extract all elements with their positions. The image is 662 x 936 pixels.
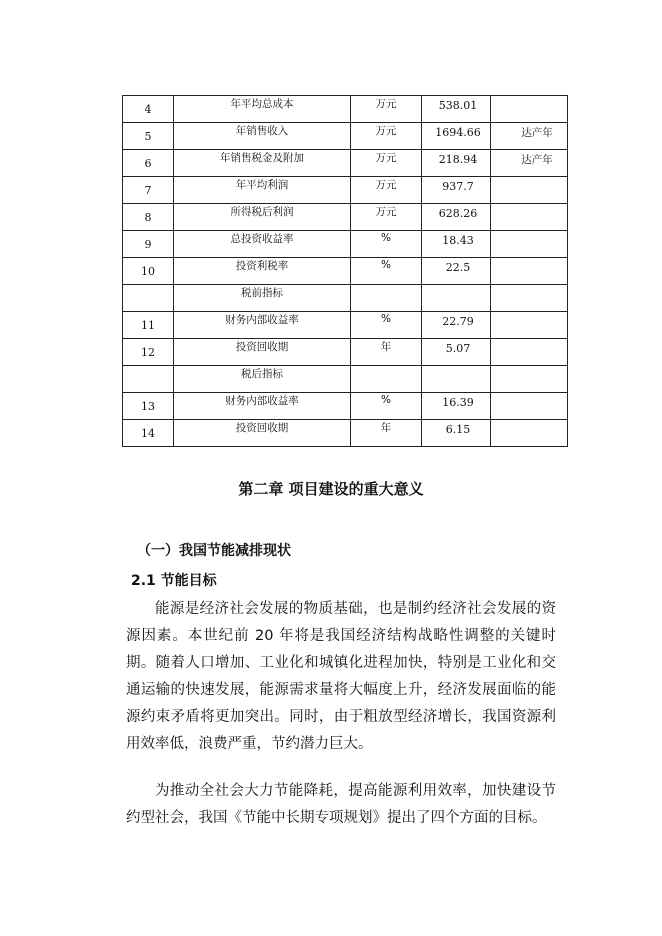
table-row bbox=[123, 312, 568, 339]
row-number-cell bbox=[123, 150, 174, 177]
indicator-unit-cell bbox=[351, 177, 422, 204]
indicator-note-cell bbox=[491, 258, 568, 285]
indicator-name-cell bbox=[174, 258, 351, 285]
indicator-unit: % bbox=[381, 259, 391, 271]
row-number: 10 bbox=[141, 264, 155, 278]
indicator-value-cell bbox=[422, 312, 491, 339]
indicator-unit: 年 bbox=[380, 421, 392, 434]
table-row bbox=[123, 150, 568, 177]
row-number: 13 bbox=[141, 399, 155, 413]
indicator-note-cell bbox=[491, 204, 568, 231]
row-number: 8 bbox=[144, 210, 152, 224]
row-number-cell bbox=[123, 231, 174, 258]
indicator-value: 1694.66 bbox=[435, 125, 481, 139]
indicator-value: 22.79 bbox=[442, 314, 474, 328]
indicator-note-cell bbox=[491, 231, 568, 258]
indicator-value-cell bbox=[422, 96, 491, 123]
indicator-unit-cell bbox=[351, 366, 422, 393]
indicator-value-cell bbox=[422, 366, 491, 393]
indicator-unit-cell bbox=[351, 312, 422, 339]
indicator-value-cell bbox=[422, 204, 491, 231]
indicator-name: 财务内部收益率 bbox=[225, 394, 299, 407]
indicator-name: 总投资收益率 bbox=[230, 232, 294, 245]
indicator-name: 年销售收入 bbox=[235, 124, 289, 137]
indicator-name-cell bbox=[174, 123, 351, 150]
indicator-note: 达产年 bbox=[521, 126, 553, 139]
indicator-name-cell bbox=[174, 204, 351, 231]
row-number-cell bbox=[123, 285, 174, 312]
indicator-value-cell bbox=[422, 150, 491, 177]
row-number-cell bbox=[123, 258, 174, 285]
table-row bbox=[123, 339, 568, 366]
table-row bbox=[123, 204, 568, 231]
row-number-cell bbox=[123, 96, 174, 123]
indicator-unit: 万元 bbox=[375, 124, 397, 137]
indicator-name: 投资回收期 bbox=[235, 340, 289, 353]
paragraph-energy-background: 能源是经济社会发展的物质基础，也是制约经济社会发展的资源因素。本世纪前 20 年将是我国经济结构战略性调整的关键时期。随着人口增加、工业化和城镇化进程加快，特别是工业化和交通运输的快速发展，能源需求量将大幅度上升，经济发展面临的能源约束矛盾将更加突出。同时，由于粗放型经济增长，我国资源利用效率低，浪费严重，节约潜力巨大。 bbox=[126, 601, 556, 752]
indicator-unit: 万元 bbox=[375, 97, 397, 110]
indicator-unit: 万元 bbox=[375, 178, 397, 191]
indicator-unit: % bbox=[381, 394, 391, 406]
indicator-name-cell bbox=[174, 393, 351, 420]
row-number: 6 bbox=[144, 156, 152, 170]
indicator-value: 538.01 bbox=[438, 98, 478, 112]
row-number: 4 bbox=[144, 102, 152, 116]
indicator-name: 税后指标 bbox=[241, 367, 283, 380]
indicator-name: 投资利税率 bbox=[235, 259, 289, 272]
row-number: 14 bbox=[141, 426, 155, 440]
chapter-title: 第二章 项目建设的重大意义 bbox=[238, 480, 424, 498]
indicator-name-cell bbox=[174, 150, 351, 177]
indicator-value-cell bbox=[422, 285, 491, 312]
indicator-name: 年销售税金及附加 bbox=[220, 151, 304, 164]
indicator-note: 达产年 bbox=[521, 153, 553, 166]
indicator-unit-cell bbox=[351, 123, 422, 150]
table-row bbox=[123, 420, 568, 447]
row-number-cell bbox=[123, 204, 174, 231]
indicator-note-cell bbox=[491, 420, 568, 447]
indicator-name-cell bbox=[174, 177, 351, 204]
indicator-note-cell bbox=[491, 366, 568, 393]
indicator-table-body bbox=[123, 96, 568, 447]
indicator-name-cell bbox=[174, 312, 351, 339]
row-number-cell bbox=[123, 339, 174, 366]
indicator-value: 628.26 bbox=[438, 206, 478, 220]
indicator-value-cell bbox=[422, 339, 491, 366]
indicator-unit-cell bbox=[351, 393, 422, 420]
indicator-name: 所得税后利润 bbox=[230, 205, 294, 218]
row-number-cell bbox=[123, 123, 174, 150]
indicator-name: 投资回收期 bbox=[235, 421, 289, 434]
indicator-unit-cell bbox=[351, 285, 422, 312]
indicator-unit: % bbox=[381, 232, 391, 244]
row-number-cell bbox=[123, 312, 174, 339]
indicator-value: 18.43 bbox=[442, 233, 474, 247]
row-number-cell bbox=[123, 366, 174, 393]
indicator-value-cell bbox=[422, 258, 491, 285]
indicator-name: 年平均利润 bbox=[235, 178, 289, 191]
indicator-note-cell bbox=[491, 285, 568, 312]
indicator-unit-cell bbox=[351, 150, 422, 177]
indicator-unit: 年 bbox=[380, 340, 392, 353]
indicator-note-cell bbox=[491, 312, 568, 339]
table-row bbox=[123, 366, 568, 393]
indicator-unit: % bbox=[381, 313, 391, 325]
indicator-value-cell bbox=[422, 231, 491, 258]
table-row bbox=[123, 393, 568, 420]
indicator-note-cell bbox=[491, 96, 568, 123]
subsection-title: 2.1 节能目标 bbox=[131, 573, 217, 589]
indicator-name: 税前指标 bbox=[241, 286, 283, 299]
table-row bbox=[123, 285, 568, 312]
row-number: 9 bbox=[144, 237, 152, 251]
table-row bbox=[123, 123, 568, 150]
indicator-name-cell bbox=[174, 285, 351, 312]
indicator-note-cell bbox=[491, 339, 568, 366]
indicator-note-cell bbox=[491, 123, 568, 150]
indicator-unit-cell bbox=[351, 204, 422, 231]
indicator-value-cell bbox=[422, 177, 491, 204]
row-number-cell bbox=[123, 420, 174, 447]
indicator-name: 年平均总成本 bbox=[230, 97, 294, 110]
indicator-value: 218.94 bbox=[438, 152, 478, 166]
indicator-value-cell bbox=[422, 393, 491, 420]
table-row bbox=[123, 258, 568, 285]
indicator-value: 937.7 bbox=[442, 179, 474, 193]
indicator-value: 16.39 bbox=[442, 395, 474, 409]
table-row bbox=[123, 177, 568, 204]
row-number-cell bbox=[123, 393, 174, 420]
indicator-name-cell bbox=[174, 231, 351, 258]
paragraph-energy-targets: 为推动全社会大力节能降耗，提高能源利用效率，加快建设节约型社会，我国《节能中长期专项规划》提出了四个方面的目标。 bbox=[126, 783, 556, 826]
indicator-unit: 万元 bbox=[375, 205, 397, 218]
indicator-unit-cell bbox=[351, 96, 422, 123]
indicator-value-cell bbox=[422, 123, 491, 150]
row-number-cell bbox=[123, 177, 174, 204]
table-row bbox=[123, 96, 568, 123]
indicator-unit: 万元 bbox=[375, 151, 397, 164]
indicator-table bbox=[122, 95, 568, 447]
indicator-name-cell bbox=[174, 366, 351, 393]
row-number: 12 bbox=[141, 345, 155, 359]
indicator-unit-cell bbox=[351, 339, 422, 366]
table-row bbox=[123, 231, 568, 258]
indicator-note-cell bbox=[491, 177, 568, 204]
section-title: （一）我国节能减排现状 bbox=[137, 543, 291, 559]
row-number: 7 bbox=[144, 183, 152, 197]
indicator-name: 财务内部收益率 bbox=[225, 313, 299, 326]
indicator-note-cell bbox=[491, 393, 568, 420]
indicator-name-cell bbox=[174, 96, 351, 123]
row-number: 11 bbox=[141, 318, 155, 332]
indicator-note-cell bbox=[491, 150, 568, 177]
indicator-unit-cell bbox=[351, 420, 422, 447]
indicator-value: 5.07 bbox=[445, 341, 471, 355]
indicator-name-cell bbox=[174, 339, 351, 366]
indicator-unit-cell bbox=[351, 231, 422, 258]
indicator-name-cell bbox=[174, 420, 351, 447]
indicator-value: 22.5 bbox=[445, 260, 471, 274]
row-number: 5 bbox=[144, 129, 152, 143]
indicator-value: 6.15 bbox=[445, 422, 471, 436]
indicator-unit-cell bbox=[351, 258, 422, 285]
indicator-value-cell bbox=[422, 420, 491, 447]
